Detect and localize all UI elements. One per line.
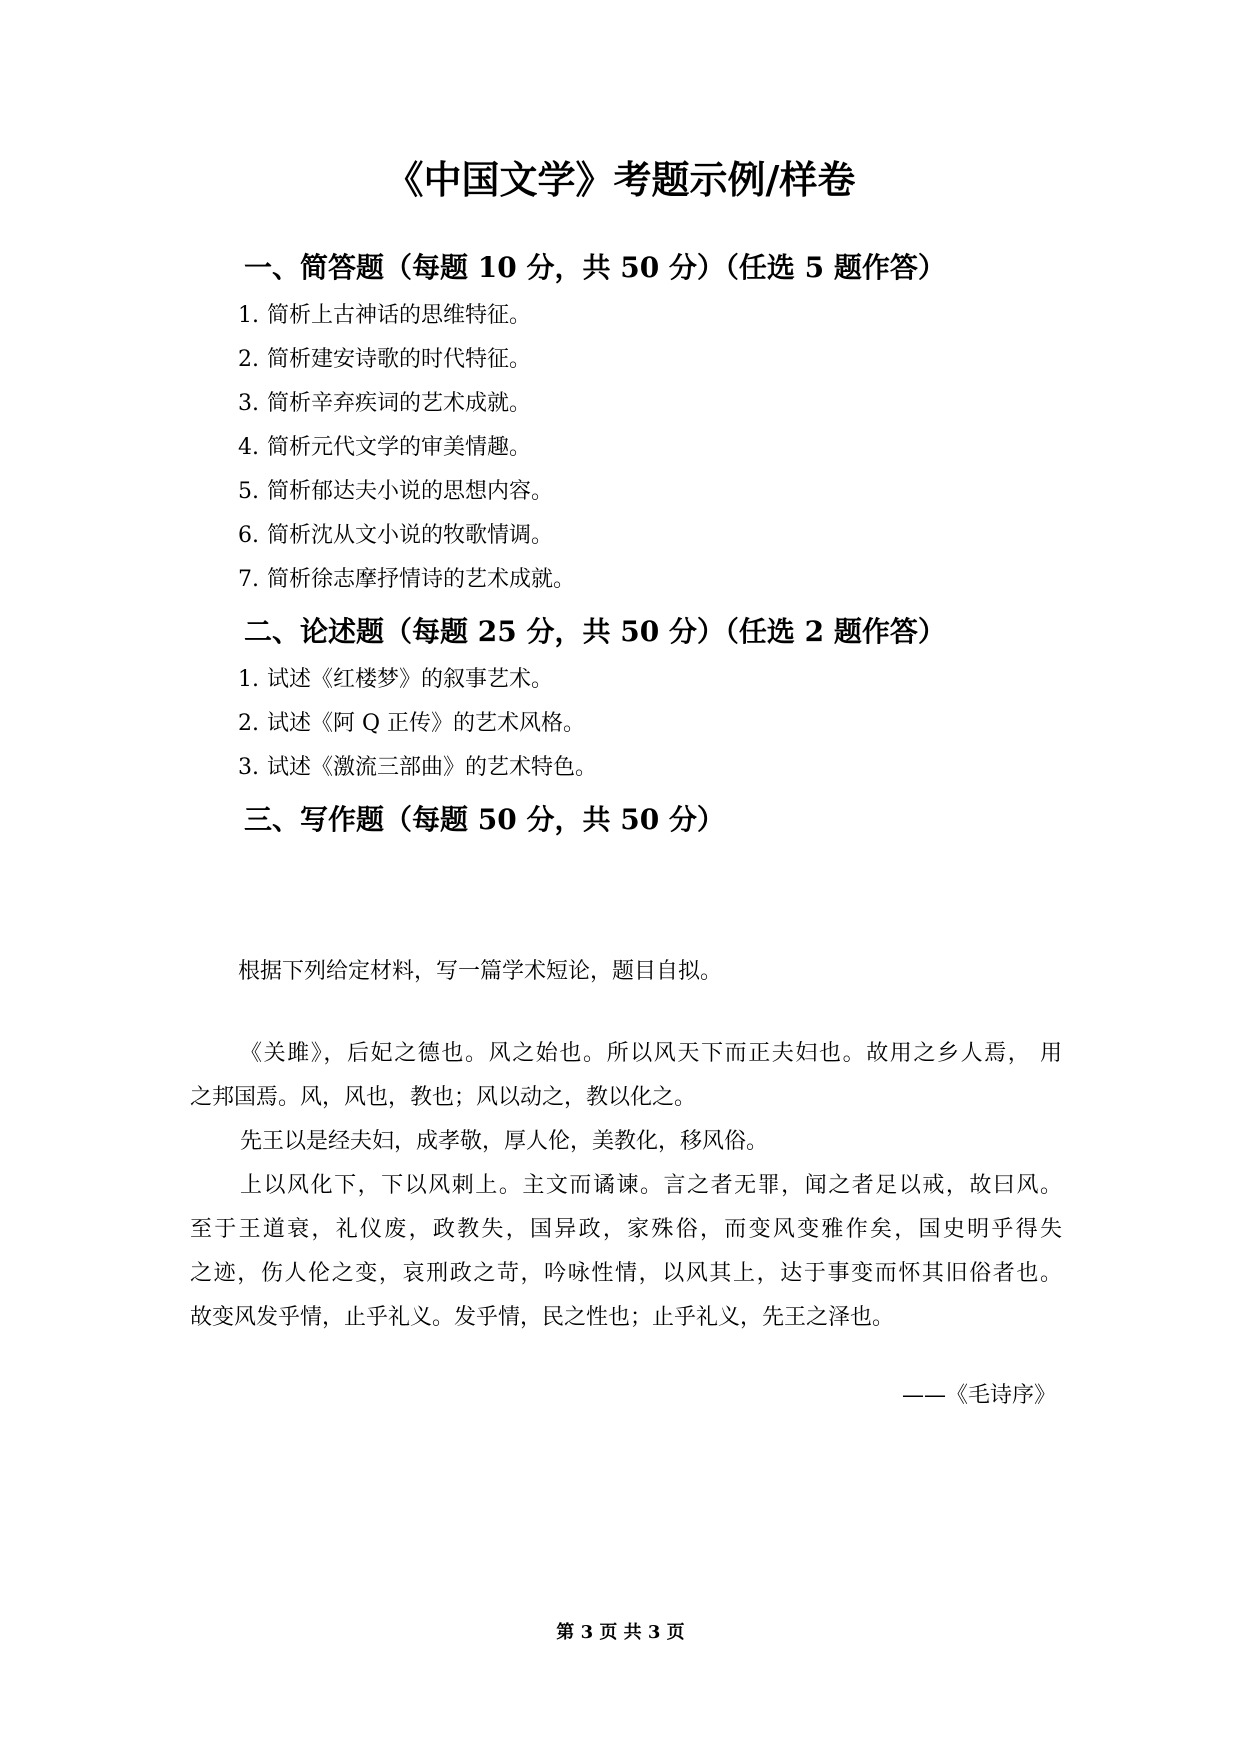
page-footer: 第 3 页 共 3 页 [556, 1622, 685, 1643]
passage-line: 之邦国焉。风，风也，教也；风以动之，教以化之。 [190, 1085, 697, 1110]
passage-attribution: ——《毛诗序》 [901, 1383, 1056, 1408]
question-item [238, 564, 575, 596]
question-number: 5. [238, 479, 259, 504]
passage-line: 至于王道衰，礼仪废，政教失，国异政，家殊俗，而变风变雅作矣，国史明乎得失 [190, 1217, 1062, 1242]
passage-line: 故变风发乎情，止乎礼义。发乎情，民之性也；止乎礼义，先王之泽也。 [190, 1305, 895, 1330]
question-number: 3. [238, 755, 259, 780]
passage-line: 《关雎》，后妃之德也。风之始也。所以风天下而正夫妇也。故用之乡人焉， 用 [240, 1041, 1062, 1066]
question-number: 1. [238, 303, 259, 328]
question-item [238, 664, 553, 696]
section-heading-short-answer: 一、简答题（每题 10 分，共 50 分）（任选 5 题作答） [244, 251, 946, 284]
question-number: 3. [238, 391, 259, 416]
question-text: 简析徐志摩抒情诗的艺术成就。 [267, 567, 576, 592]
question-number: 1. [238, 667, 259, 692]
section-heading-writing: 三、写作题（每题 50 分，共 50 分） [244, 803, 725, 836]
question-item [238, 388, 531, 420]
passage-line: 上以风化下，下以风刺上。主文而谲谏。言之者无罪，闻之者足以戒，故曰风。 [240, 1173, 1062, 1198]
question-number: 2. [238, 711, 259, 736]
passage-line: 之迹，伤人伦之变，哀刑政之苛，吟咏性情，以风其上，达于事变而怀其旧俗者也。 [190, 1261, 1062, 1286]
question-text: 简析沈从文小说的牧歌情调。 [267, 523, 554, 548]
question-item [238, 432, 531, 464]
section-heading-essay: 二、论述题（每题 25 分，共 50 分）（任选 2 题作答） [244, 615, 946, 648]
question-number: 6. [238, 523, 259, 548]
question-number: 7. [238, 567, 259, 592]
question-text: 试述《阿 Q 正传》的艺术风格。 [267, 711, 586, 736]
question-item [238, 300, 531, 332]
question-number: 2. [238, 347, 259, 372]
question-item [238, 752, 597, 784]
question-text: 试述《激流三部曲》的艺术特色。 [267, 755, 598, 780]
question-text: 简析郁达夫小说的思想内容。 [267, 479, 554, 504]
question-item [238, 520, 553, 552]
question-item [238, 344, 531, 376]
question-text: 简析元代文学的审美情趣。 [267, 435, 532, 460]
question-text: 简析上古神话的思维特征。 [267, 303, 532, 328]
question-item [238, 476, 553, 508]
question-text: 简析辛弃疾词的艺术成就。 [267, 391, 532, 416]
question-text: 简析建安诗歌的时代特征。 [267, 347, 532, 372]
writing-instruction: 根据下列给定材料，写一篇学术短论，题目自拟。 [238, 959, 723, 984]
page-title: 《中国文学》考题示例/样卷 [385, 157, 856, 202]
passage-line: 先王以是经夫妇，成孝敬，厚人伦，美教化，移风俗。 [240, 1129, 769, 1154]
question-text: 试述《红楼梦》的叙事艺术。 [267, 667, 554, 692]
question-number: 4. [238, 435, 259, 460]
question-item [238, 708, 585, 740]
